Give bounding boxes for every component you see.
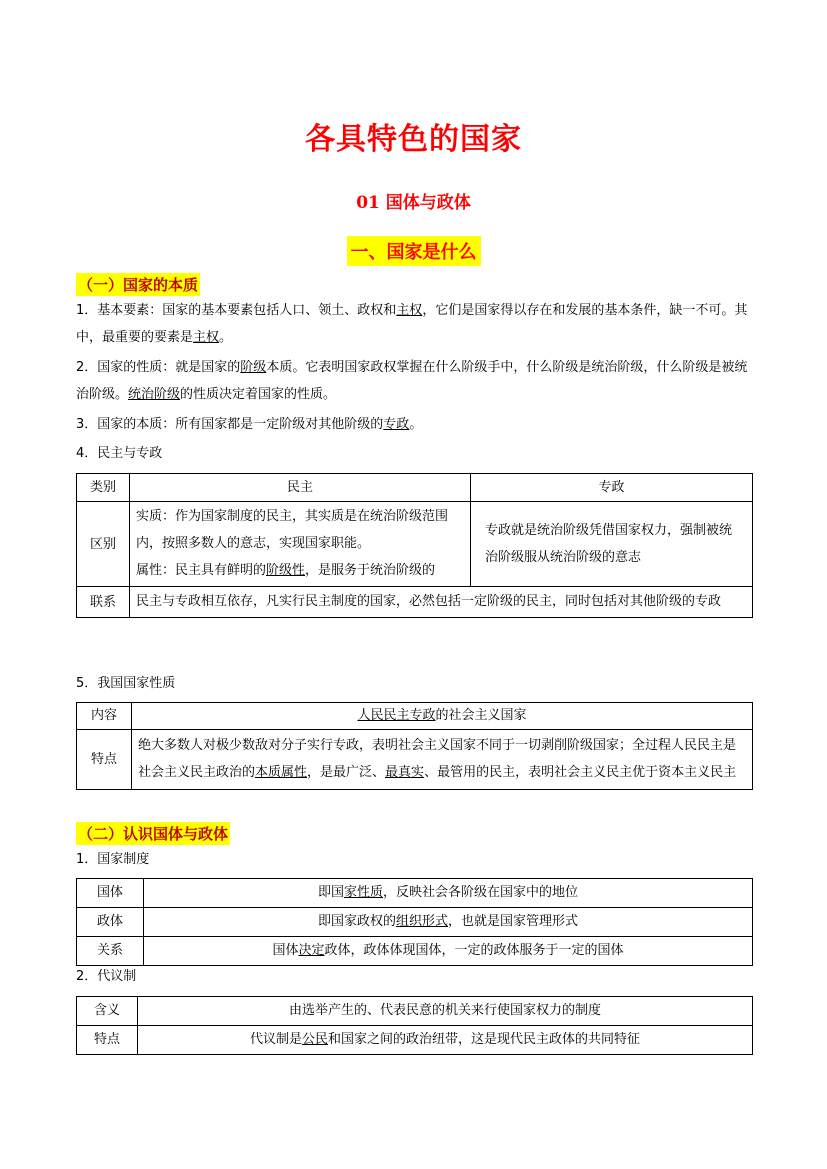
lesson-subtitle: 01 国体与政体	[356, 193, 471, 213]
representative-system-table	[76, 996, 753, 1055]
democracy-dictatorship-table	[76, 473, 753, 618]
rep-features-cell: 代议制是公民和国家之间的政治纽带，这是现代民主政体的共同特征	[138, 1026, 753, 1055]
paragraph-china-state-nature: 5．我国国家性质	[76, 676, 176, 691]
row-label-difference: 区别	[77, 502, 130, 587]
china-state-nature-table	[76, 702, 753, 790]
state-system-table	[76, 878, 753, 966]
row-label-state-form: 国体	[77, 879, 144, 908]
paragraph-state-essence: 3．国家的本质：所有国家都是一定阶级对其他阶级的专政。	[76, 417, 423, 432]
paragraph-democracy-dictatorship: 4．民主与专政	[76, 446, 163, 461]
subsection-heading-2: （二）认识国体与政体	[76, 822, 230, 845]
features-cell: 绝大多数人对极少数敌对分子实行专政，表明社会主义国家不同于一切剥削阶级国家；全过程人民民主是社会主义民主政治的本质属性，是最广泛、最真实、最管用的民主，表明社会主义民主优于资本主义民主	[132, 730, 753, 790]
relation-cell: 国体决定政体，政体体现国体，一定的政体服务于一定的国体	[144, 937, 753, 966]
row-label-content: 内容	[77, 703, 132, 730]
row-label-rep-features: 特点	[77, 1026, 138, 1055]
government-form-cell: 即国家政权的组织形式，也就是国家管理形式	[144, 908, 753, 937]
meaning-cell: 由选举产生的、代表民意的机关来行使国家权力的制度	[138, 997, 753, 1026]
content-cell: 人民民主专政的社会主义国家	[132, 703, 753, 730]
connection-cell: 民主与专政相互依存，凡实行民主制度的国家，必然包括一定阶级的民主，同时包括对其他阶级的专政	[130, 587, 753, 618]
paragraph-state-system: 1．国家制度	[76, 852, 150, 867]
document-title: 各具特色的国家	[305, 122, 522, 157]
subsection-heading-1: （一）国家的本质	[76, 273, 200, 296]
row-label-government-form: 政体	[77, 908, 144, 937]
table-header-category: 类别	[77, 474, 130, 502]
paragraph-basic-elements: 1．基本要素：国家的基本要素包括人口、领土、政权和主权，它们是国家得以存在和发展的基本条件，缺一不可。其中，最重要的要素是主权。	[76, 303, 748, 345]
row-label-connection: 联系	[77, 587, 130, 618]
table-header-dictatorship: 专政	[471, 474, 753, 502]
section-heading: 一、国家是什么	[0, 236, 827, 266]
paragraph-state-nature: 2．国家的性质：就是国家的阶级本质。它表明国家政权掌握在什么阶级手中，什么阶级是统治阶级，什么阶级是被统治阶级。统治阶级的性质决定着国家的性质。	[76, 360, 748, 402]
paragraph-representative-system: 2．代议制	[76, 969, 137, 984]
row-label-features: 特点	[77, 730, 132, 790]
democracy-difference-cell: 实质：作为国家制度的民主，其实质是在统治阶级范围内，按照多数人的意志，实现国家职能。 属性：民主具有鲜明的阶级性，是服务于统治阶级的	[130, 502, 471, 587]
dictatorship-difference-cell: 专政就是统治阶级凭借国家权力，强制被统治阶级服从统治阶级的意志	[471, 502, 753, 587]
state-form-cell: 即国家性质，反映社会各阶级在国家中的地位	[144, 879, 753, 908]
row-label-relation: 关系	[77, 937, 144, 966]
table-header-democracy: 民主	[130, 474, 471, 502]
row-label-meaning: 含义	[77, 997, 138, 1026]
